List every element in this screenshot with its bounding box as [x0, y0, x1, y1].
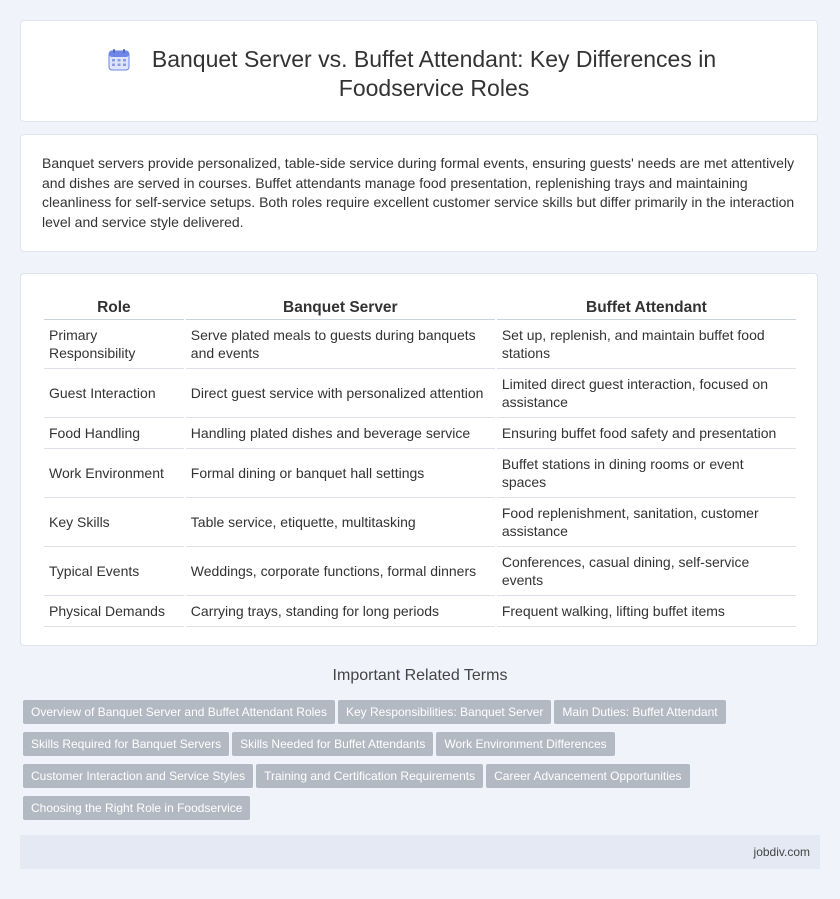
- page-title: Banquet Server vs. Buffet Attendant: Key Differences in Foodservice Roles: [151, 46, 717, 101]
- banquet-server-cell: Direct guest service with personalized attention: [186, 369, 495, 418]
- table-row: [44, 369, 796, 418]
- buffet-attendant-cell: Limited direct guest interaction, focused on assistance: [497, 369, 796, 418]
- row-label: Key Skills: [44, 498, 184, 547]
- banquet-server-cell: Formal dining or banquet hall settings: [186, 449, 495, 498]
- header-role: Role: [44, 296, 184, 320]
- related-term-tag[interactable]: Overview of Banquet Server and Buffet Attendant Roles: [23, 700, 335, 724]
- buffet-attendant-cell: Frequent walking, lifting buffet items: [497, 596, 796, 627]
- buffet-attendant-cell: Conferences, casual dining, self-service events: [497, 547, 796, 596]
- related-term-tag[interactable]: Skills Needed for Buffet Attendants: [232, 732, 433, 756]
- related-term-tag[interactable]: Training and Certification Requirements: [256, 764, 483, 788]
- row-label: Guest Interaction: [44, 369, 184, 418]
- related-term-tag[interactable]: Career Advancement Opportunities: [486, 764, 689, 788]
- table-row: [44, 418, 796, 449]
- related-term-tag[interactable]: Skills Required for Banquet Servers: [23, 732, 229, 756]
- banquet-server-cell: Serve plated meals to guests during banquets and events: [186, 320, 495, 369]
- buffet-attendant-cell: Ensuring buffet food safety and presentation: [497, 418, 796, 449]
- banquet-server-cell: Carrying trays, standing for long periods: [186, 596, 495, 627]
- related-term-tag[interactable]: Customer Interaction and Service Styles: [23, 764, 253, 788]
- buffet-attendant-cell: Set up, replenish, and maintain buffet food stations: [497, 320, 796, 369]
- related-term-tag[interactable]: Choosing the Right Role in Foodservice: [23, 796, 250, 820]
- related-term-tag[interactable]: Key Responsibilities: Banquet Server: [338, 700, 551, 724]
- row-label: Typical Events: [44, 547, 184, 596]
- row-label: Primary Responsibility: [44, 320, 184, 369]
- table-row: [44, 449, 796, 498]
- table-row: [44, 547, 796, 596]
- banquet-server-cell: Table service, etiquette, multitasking: [186, 498, 495, 547]
- related-term-tag[interactable]: Main Duties: Buffet Attendant: [554, 700, 725, 724]
- related-terms-list: [23, 700, 743, 828]
- intro-card: [20, 134, 818, 252]
- row-label: Food Handling: [44, 418, 184, 449]
- header-buffet-attendant: Buffet Attendant: [497, 296, 796, 320]
- comparison-card: [20, 273, 818, 646]
- table-header-row: [44, 296, 796, 320]
- header-banquet-server: Banquet Server: [186, 296, 495, 320]
- footer-site-link[interactable]: jobdiv.com: [753, 845, 810, 859]
- banquet-server-cell: Weddings, corporate functions, formal dinners: [186, 547, 495, 596]
- row-label: Physical Demands: [44, 596, 184, 627]
- related-term-tag[interactable]: Work Environment Differences: [436, 732, 614, 756]
- buffet-attendant-cell: Buffet stations in dining rooms or event spaces: [497, 449, 796, 498]
- footer: [20, 835, 820, 869]
- intro-paragraph: Banquet servers provide personalized, table-side service during formal events, ensuring guests' needs are met attentively and dishes are served in courses. Buffet attendants manage food presentation, replenishing trays and maintaining cleanliness for self-service setups. Both roles require excellent customer service skills but differ primarily in the interaction level and service style delivered.: [42, 155, 795, 230]
- banquet-server-cell: Handling plated dishes and beverage service: [186, 418, 495, 449]
- table-row: [44, 596, 796, 627]
- related-terms-heading: Important Related Terms: [332, 667, 508, 684]
- row-label: Work Environment: [44, 449, 184, 498]
- title-card: [20, 20, 818, 122]
- table-row: [44, 320, 796, 369]
- comparison-table: [42, 296, 798, 627]
- table-row: [44, 498, 796, 547]
- buffet-attendant-cell: Food replenishment, sanitation, customer assistance: [497, 498, 796, 547]
